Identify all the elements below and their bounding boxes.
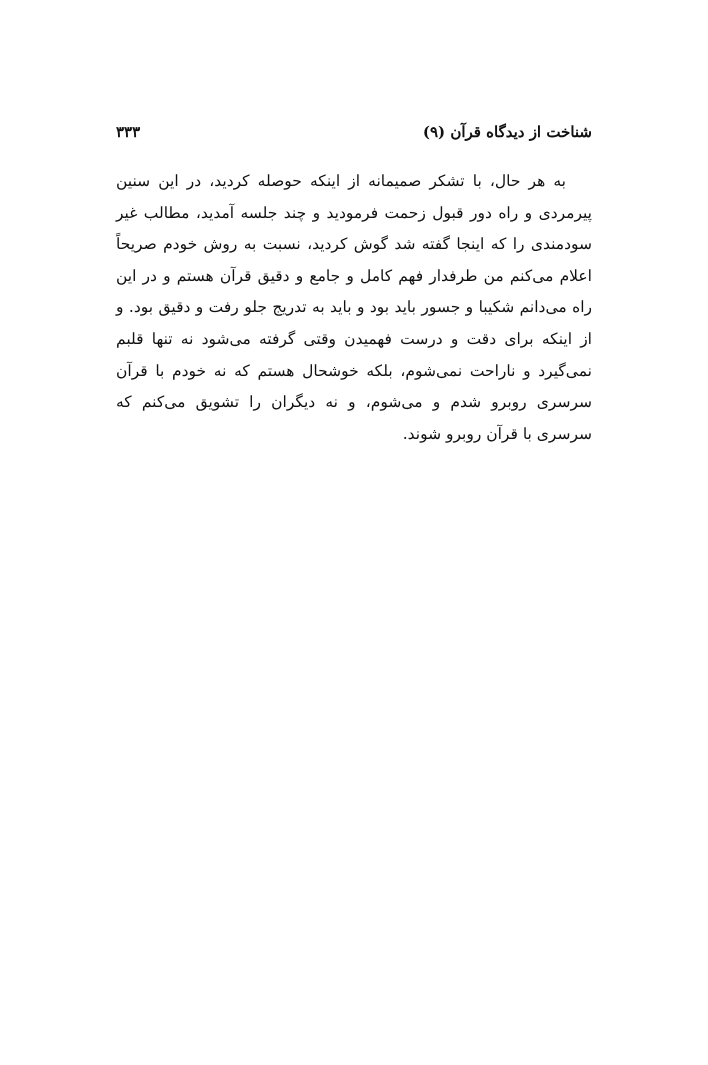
running-header [116, 121, 592, 143]
running-header-title: شناخت از دیدگاه قرآن (۹) [422, 123, 592, 141]
body-paragraph: به هر حال، با تشکر صمیمانه از اینکه حوصله کردید، در این سنین پیرمردی و راه دور قبول زحمت فرمودید و چند جلسه آمدید، مطالب غیر سودمندی را که اینجا گفته شد گوش کردید، نسبت به روش خودم صریحاً اعلام می‌کنم من طرفدار فهم کامل و جامع و دقیق قرآن هستم و در این راه می‌دانم شکیبا و جسور باید بود و باید به تدریج جلو رفت و دقیق بود. و از اینکه برای دقت و درست فهمیدن وقتی گرفته می‌شود نه تنها قلبم نمی‌گیرد و ناراحت نمی‌شوم، بلکه خوشحال هستم که نه خودم با قرآن سرسری روبرو شدم و می‌شوم، و نه دیگران را تشویق می‌کنم که سرسری با قرآن روبرو شوند. [116, 172, 592, 443]
page-number: ۳۳۳ [116, 123, 141, 141]
